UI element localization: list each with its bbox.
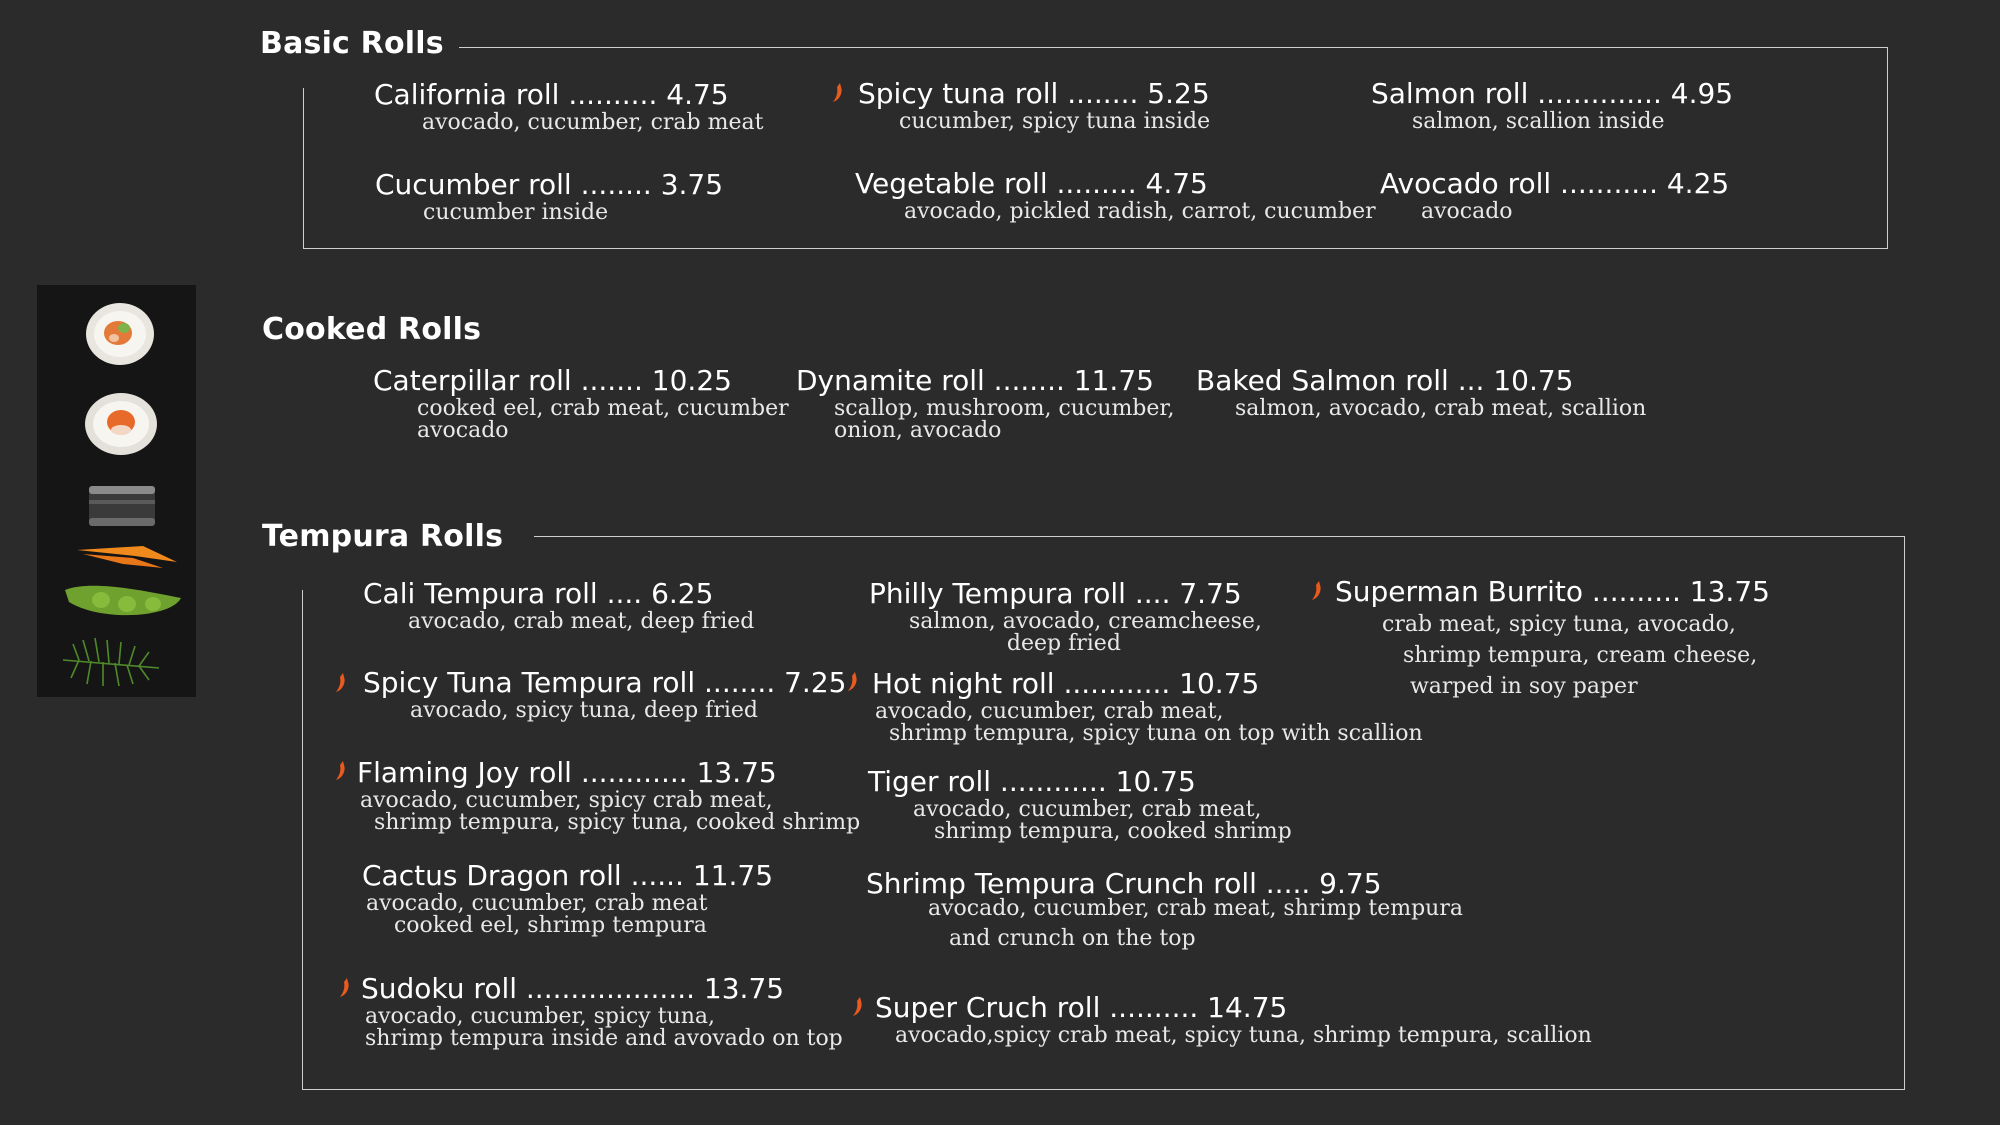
menu-item-cucumber-roll — [375, 168, 723, 224]
item-desc: avocado, cucumber, crab meat, shrimp tempura, spicy tuna on top with scallion — [875, 699, 1423, 746]
menu-item-cactus-dragon-roll — [362, 859, 773, 937]
menu-item-avocado-roll — [1380, 167, 1729, 223]
menu-item-dynamite-roll — [796, 364, 1175, 442]
item-desc: salmon, avocado, crab meat, scallion — [1235, 396, 1647, 421]
item-name: Caterpillar roll ....... 10.25 — [373, 364, 732, 397]
maki-roll-icon — [87, 482, 157, 530]
item-name: Hot night roll ............ 10.75 — [872, 667, 1260, 700]
item-name: Cali Tempura roll .... 6.25 — [363, 577, 714, 610]
item-name: Cucumber roll ........ 3.75 — [375, 168, 724, 201]
item-desc: avocado, cucumber, crab meat — [422, 110, 764, 135]
item-desc: avocado, pickled radish, carrot, cucumber — [904, 199, 1376, 224]
menu-item-spicy-tuna-tempura-roll — [363, 666, 846, 722]
item-name: Spicy Tuna Tempura roll ........ 7.25 — [363, 666, 847, 699]
chili-pepper-icon — [1310, 580, 1324, 602]
menu-item-baked-salmon-roll — [1196, 364, 1646, 420]
dill-icon — [59, 630, 167, 690]
chili-pepper-icon — [338, 977, 352, 999]
item-name: Dynamite roll ........ 11.75 — [796, 364, 1154, 397]
item-name: Spicy tuna roll ........ 5.25 — [858, 77, 1210, 110]
menu-item-spicy-tuna-roll — [858, 77, 1210, 133]
menu-item-flaming-joy-roll — [357, 756, 860, 834]
item-desc: avocado, spicy tuna, deep fried — [410, 698, 758, 723]
item-name: Sudoku roll ................... 13.75 — [361, 972, 785, 1005]
menu-item-california-roll — [374, 78, 763, 134]
item-name: Cactus Dragon roll ...... 11.75 — [362, 859, 774, 892]
chili-pepper-icon — [831, 82, 845, 104]
item-name: Flaming Joy roll ............ 13.75 — [357, 756, 777, 789]
item-desc: avocado, cucumber, spicy crab meat, shrimp tempura, spicy tuna, cooked shrimp — [360, 788, 861, 835]
menu-item-superman-burrito — [1335, 575, 1770, 702]
chili-pepper-icon — [851, 996, 865, 1018]
item-desc: salmon, scallion inside — [1412, 109, 1665, 134]
item-desc: avocado, cucumber, crab meat, shrimp tempura and crunch on the top — [928, 896, 1463, 951]
menu-item-vegetable-roll — [855, 167, 1376, 223]
item-desc: scallop, mushroom, cucumber, onion, avocado — [834, 396, 1175, 443]
menu-item-cali-tempura-roll — [363, 577, 754, 633]
item-desc: avocado, cucumber, spicy tuna, shrimp tempura inside and avovado on top — [365, 1004, 843, 1051]
item-name: Shrimp Tempura Crunch roll ..... 9.75 — [866, 867, 1382, 900]
item-name: California roll .......... 4.75 — [374, 78, 729, 111]
menu-item-super-cruch-roll — [875, 991, 1592, 1047]
item-name: Tiger roll ............ 10.75 — [868, 765, 1196, 798]
food-image-strip — [37, 285, 196, 697]
edamame-icon — [61, 578, 185, 624]
item-name: Baked Salmon roll ... 10.75 — [1196, 364, 1574, 397]
item-desc: avocado,spicy crab meat, spicy tuna, shrimp tempura, scallion — [895, 1023, 1592, 1048]
item-desc: avocado, cucumber, crab meat, shrimp tempura, cooked shrimp — [913, 797, 1292, 844]
menu-item-caterpillar-roll — [373, 364, 789, 442]
item-name: Salmon roll .............. 4.95 — [1371, 77, 1734, 110]
section-title-cooked-rolls: Cooked Rolls — [262, 312, 482, 347]
item-desc: avocado, cucumber, crab meat cooked eel, shrimp tempura — [366, 891, 708, 938]
carrot-strips-icon — [73, 540, 179, 572]
menu-item-salmon-roll — [1371, 77, 1733, 133]
sushi-roll-salmon-icon — [84, 300, 156, 368]
section-title-tempura-rolls: Tempura Rolls — [262, 519, 504, 554]
item-name: Avocado roll ........... 4.25 — [1380, 167, 1730, 200]
item-name: Super Cruch roll .......... 14.75 — [875, 991, 1288, 1024]
sushi-roll-crab-icon — [83, 390, 159, 458]
item-desc: cucumber inside — [423, 200, 609, 225]
item-name: Vegetable roll ......... 4.75 — [855, 167, 1208, 200]
item-desc: cooked eel, crab meat, cucumber avocado — [417, 396, 789, 443]
menu-item-sudoku-roll — [361, 972, 843, 1050]
chili-pepper-icon — [334, 672, 348, 694]
item-name: Superman Burrito .......... 13.75 — [1335, 575, 1770, 608]
chili-pepper-icon — [846, 671, 860, 693]
item-desc: avocado, crab meat, deep fried — [408, 609, 755, 634]
item-desc: salmon, avocado, creamcheese, deep fried — [909, 609, 1262, 656]
menu-item-tiger-roll — [868, 765, 1292, 843]
section-title-basic-rolls: Basic Rolls — [260, 26, 444, 61]
chili-pepper-icon — [334, 760, 348, 782]
item-desc: avocado — [1421, 199, 1513, 224]
item-desc: crab meat, spicy tuna, avocado, shrimp tempura, cream cheese, warped in soy paper — [1382, 612, 1758, 699]
menu-item-philly-tempura-roll — [869, 577, 1262, 655]
item-desc: cucumber, spicy tuna inside — [899, 109, 1211, 134]
menu-item-shrimp-tempura-crunch-roll — [866, 867, 1463, 951]
item-name: Philly Tempura roll .... 7.75 — [869, 577, 1242, 610]
